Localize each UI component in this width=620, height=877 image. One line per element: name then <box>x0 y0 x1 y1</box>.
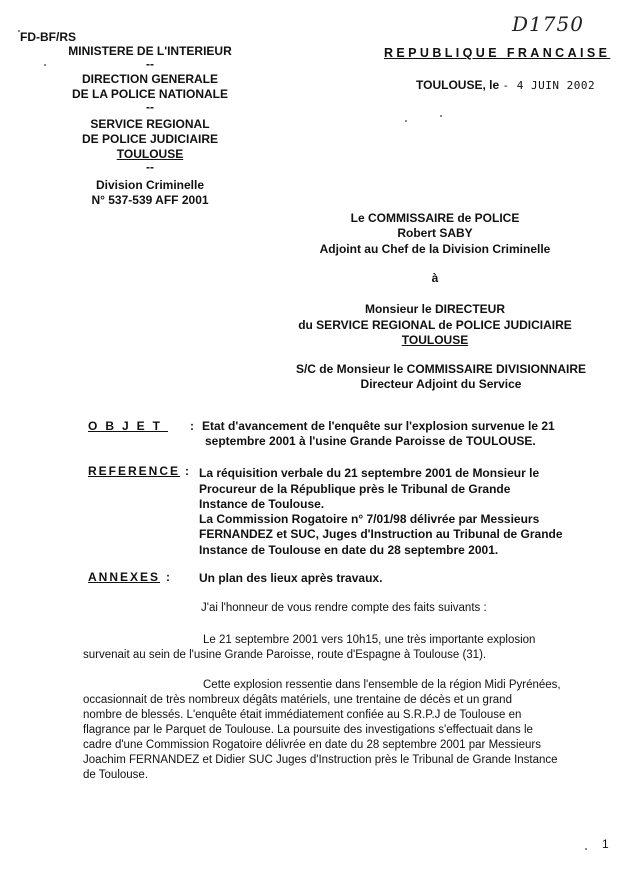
republic-heading: REPUBLIQUE FRANCAISE <box>384 46 611 60</box>
annexes-colon: : <box>166 570 170 584</box>
reference-line-3: Instance de Toulouse. <box>199 497 325 511</box>
handwritten-reference: D1750 <box>512 12 584 36</box>
scan-speck <box>44 64 46 66</box>
annexes-label: ANNEXES <box>88 570 161 584</box>
sender-line-1: Le COMMISSAIRE de POLICE <box>350 211 520 225</box>
to-marker: à <box>431 271 439 285</box>
scan-speck <box>440 115 442 117</box>
reference-line-6: Instance de Toulouse en date du 28 septembre 2001. <box>199 543 499 557</box>
paragraph-2-line-2: occasionnait de très nombreux dégâts matériels, une trentaine de décès et un grand <box>83 694 512 706</box>
place-date <box>416 78 595 92</box>
via-line-2: Directeur Adjoint du Service <box>360 377 522 391</box>
scan-speck <box>405 120 407 122</box>
paragraph-2-line-5: cadre d'une Commission Rogatoire délivrée en date du 28 septembre 2001 par Messieurs <box>83 739 541 751</box>
direction-line-1: DIRECTION GENERALE <box>81 72 218 86</box>
date-stamp: - 4 JUIN 2002 <box>502 79 596 92</box>
recipient-line-1: Monsieur le DIRECTEUR <box>364 302 505 316</box>
sender-title: Adjoint au Chef de la Division Criminelle <box>319 242 551 256</box>
case-number: N° 537-539 AFF 2001 <box>91 193 209 207</box>
objet-line-2: septembre 2001 à l'usine Grande Paroisse de TOULOUSE. <box>205 434 536 448</box>
scan-speck <box>18 30 20 32</box>
reference-line-1: La réquisition verbale du 21 septembre 2001 de Monsieur le <box>199 466 540 480</box>
paragraph-2-line-1: Cette explosion ressentie dans l'ensemble de la région Midi Pyrénées, <box>203 679 561 691</box>
intro-sentence: J'ai l'honneur de vous rendre compte des faits suivants : <box>201 602 487 614</box>
recipient-line-2: du SERVICE REGIONAL de POLICE JUDICIAIRE <box>298 318 572 332</box>
paragraph-2-line-6: Joachim FERNANDEZ et Didier SUC Juges d'Instruction près le Tribunal de Grande Instance <box>83 754 558 766</box>
reference-code: FD-BF/RS <box>20 30 76 44</box>
objet-label: OBJET <box>88 419 169 433</box>
separator: -- <box>146 57 154 71</box>
service-line-3: TOULOUSE <box>116 147 184 161</box>
service-line-2: DE POLICE JUDICIAIRE <box>81 132 219 146</box>
direction-line-2: DE LA POLICE NATIONALE <box>72 87 228 101</box>
reference-line-4: La Commission Rogatoire n° 7/01/98 délivrée par Messieurs <box>199 512 540 526</box>
paragraph-1-line-2: survenait au sein de l'usine Grande Paroisse, route d'Espagne à Toulouse (31). <box>83 649 487 661</box>
ministry-name: MINISTERE DE L'INTERIEUR <box>68 44 232 58</box>
reference-line-5: FERNANDEZ et SUC, Juges d'Instruction au Tribunal de Grande <box>199 527 563 541</box>
service-line-1: SERVICE REGIONAL <box>90 117 210 131</box>
division-name: Division Criminelle <box>95 178 205 192</box>
page-number: 1 <box>602 837 609 851</box>
recipient-line-3: TOULOUSE <box>401 333 469 347</box>
paragraph-2-line-4: flagrance par le Parquet de Toulouse. La poursuite des investigations s'effectuait dans le <box>83 724 533 736</box>
reference-label: REFERENCE <box>88 464 181 478</box>
scan-speck <box>585 848 587 850</box>
paragraph-2-line-3: nombre de blessés. L'enquête était immédiatement confiée au S.R.P.J de Toulouse en <box>83 709 522 721</box>
reference-colon: : <box>185 464 189 478</box>
paragraph-1-line-1: Le 21 septembre 2001 vers 10h15, une très importante explosion <box>203 634 536 646</box>
paragraph-2-line-7: de Toulouse. <box>83 769 149 781</box>
sender-name: Robert SABY <box>397 226 473 240</box>
reference-line-2: Procureur de la République près le Tribunal de Grande <box>199 482 511 496</box>
objet-line-1: Etat d'avancement de l'enquête sur l'explosion survenue le 21 <box>202 419 555 433</box>
via-line-1: S/C de Monsieur le COMMISSAIRE DIVISIONNAIRE <box>295 362 587 376</box>
annexes-text: Un plan des lieux après travaux. <box>199 571 383 585</box>
separator: -- <box>146 100 154 114</box>
objet-colon: : <box>190 419 194 433</box>
place: TOULOUSE, le <box>416 78 500 92</box>
separator: -- <box>146 160 154 174</box>
